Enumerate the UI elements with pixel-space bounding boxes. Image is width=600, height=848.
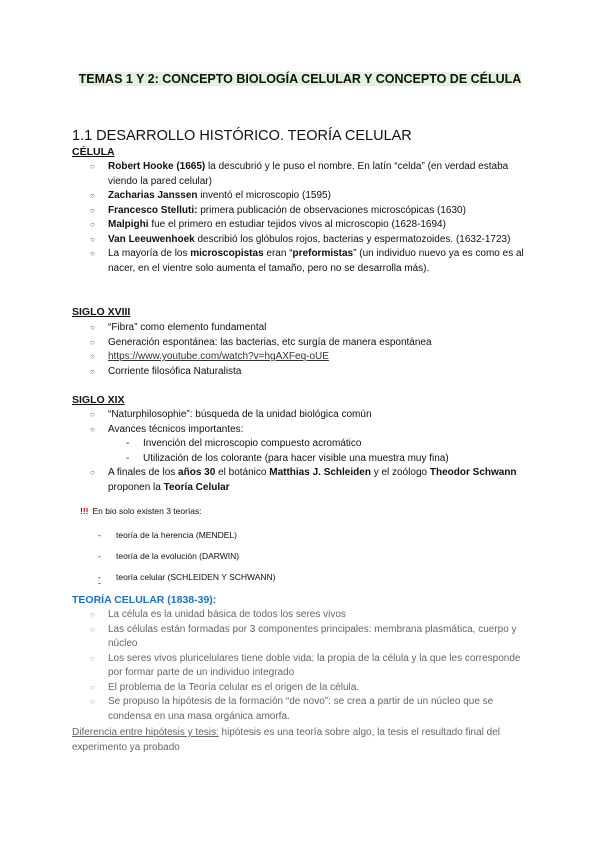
- section-heading: 1.1 DESARROLLO HISTÓRICO. TEORÍA CELULAR: [72, 128, 412, 144]
- celula-subheading: CÉLULA: [72, 146, 115, 158]
- list-item: ○ Robert Hooke (1665) la descubrió y le puso el nombre. En latín “celda” (en verdad estaba viendo la pared celular): [90, 160, 530, 189]
- list-item: [90, 350, 530, 365]
- document-title: TEMAS 1 Y 2: CONCEPTO BIOLOGÍA CELULAR Y CONCEPTO DE CÉLULA: [78, 72, 522, 86]
- youtube-link[interactable]: https://www.youtube.com/watch?v=hgAXFeq-oUE: [108, 351, 329, 362]
- list-item: - teoría celular (SCHLEIDEN Y SCHWANN): [98, 567, 276, 588]
- list-item: ○ Las células están formadas por 3 componentes principales: membrana plasmática, cuerpo y núcleo: [90, 623, 530, 652]
- list-item: ○ La mayoría de los microscopistas eran “preformistas” (un individuo nuevo ya es como es al nacer, en el vientre solo aumenta el tamaño, pero no se desarrolla más).: [90, 247, 530, 276]
- list-item: ○ “Fibra” como elemento fundamental: [90, 321, 530, 336]
- list-item: ○ Francesco Stelluti: primera publicación de observaciones microscópicas (1630): [90, 204, 530, 219]
- list-item: ○ El problema de la Teoría celular es el origen de la célula.: [90, 681, 530, 696]
- list-item: - Invención del microscopio compuesto acromático: [108, 437, 530, 452]
- siglo-xix-heading: SIGLO XIX: [72, 394, 125, 406]
- list-item: ○ Avances técnicos importantes: - Invención del microscopio compuesto acromático - Utilización de los colorante (para hacer visible una muestra muy fina): [90, 423, 530, 467]
- stray-dash: -: [98, 578, 101, 588]
- list-item: ○ “Naturphilosophie”: búsqueda de la unidad biológica común: [90, 408, 530, 423]
- list-item: - teoría de la evolución (DARWIN): [98, 546, 276, 567]
- list-item: ○ Se propuso la hipótesis de la formación “de novo”: se crea a partir de un núcleo que se condensa en una masa orgánica amorfa.: [90, 695, 530, 724]
- list-item: ○ Malpighi fue el primero en estudiar tejidos vivos al microscopio (1628-1694): [90, 218, 530, 233]
- list-item: ○ La célula es la unidad básica de todos los seres vivos: [90, 608, 530, 623]
- celula-list: [90, 160, 530, 276]
- teoria-celular-list: [90, 608, 530, 724]
- list-item: ○ Los seres vivos pluricelulares tiene doble vida: la propia de la célula y la que les corresponde por formar parte de un individuo integrado: [90, 652, 530, 681]
- list-item: ○ Generación espontánea: las bacterias, etc surgía de manera espontánea: [90, 336, 530, 351]
- list-item: ○ Zacharias Janssen inventó el microscopio (1595): [90, 189, 530, 204]
- teoria-celular-heading: TEORÍA CELULAR (1838-39):: [72, 594, 217, 606]
- siglo-xix-list: [90, 408, 530, 495]
- theories-list: [98, 525, 276, 588]
- list-item: ○ Corriente filosófica Naturalista: [90, 365, 530, 380]
- list-item: ○ A finales de los años 30 el botánico Matthias J. Schleiden y el zoólogo Theodor Schwann proponen la Teoría Celular: [90, 466, 530, 495]
- technical-advances-list: [108, 437, 530, 466]
- list-item: - teoría de la herencia (MENDEL): [98, 525, 276, 546]
- siglo-xviii-list: [90, 321, 530, 379]
- warning-marker: !!!: [80, 506, 89, 516]
- theories-note: !!! En bio solo existen 3 teorías:: [80, 506, 202, 516]
- list-item: ○ Van Leeuwenhoek describió los glóbulos rojos, bacterias y espermatozoides. (1632-1723): [90, 233, 530, 248]
- list-item: - Utilización de los colorante (para hacer visible una muestra muy fina): [108, 452, 530, 467]
- difference-paragraph: Diferencia entre hipótesis y tesis: hipótesis es una teoría sobre algo, la tesis el resultado final del experimento ya probado: [72, 727, 501, 753]
- siglo-xviii-heading: SIGLO XVIII: [72, 306, 131, 318]
